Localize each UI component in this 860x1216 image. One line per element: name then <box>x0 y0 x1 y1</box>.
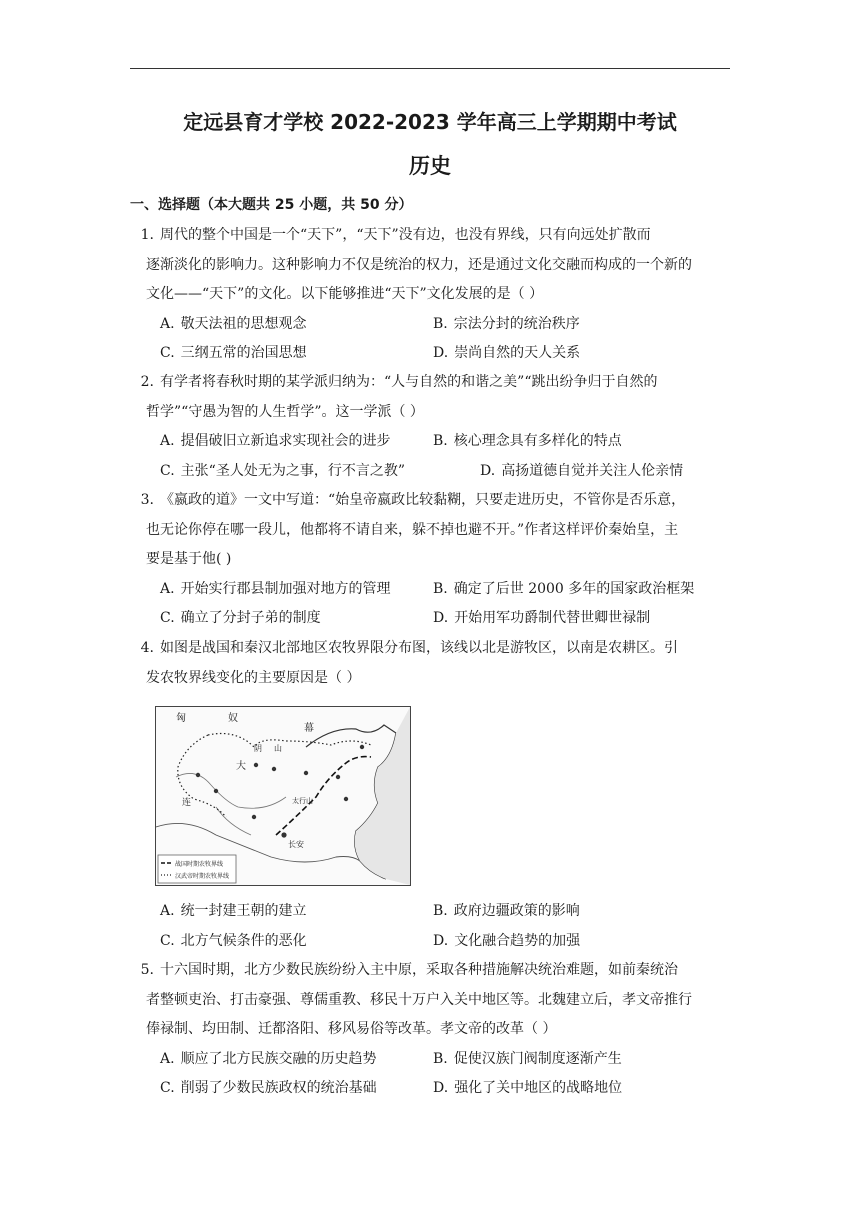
svg-text:山: 山 <box>274 744 282 753</box>
option-d[interactable]: D. 强化了关中地区的战略地位 <box>433 1080 623 1096</box>
option-c[interactable]: C. 削弱了少数民族政权的统治基础 <box>160 1080 377 1096</box>
option-d[interactable]: D. 文化融合趋势的加强 <box>433 932 581 949</box>
svg-text:大: 大 <box>236 761 246 772</box>
header-rule <box>130 68 730 69</box>
option-b[interactable]: B. 核心理念具有多样化的特点 <box>433 433 622 449</box>
option-c[interactable]: C. 主张“圣人处无为之事，行不言之教” <box>160 462 405 479</box>
question-2: 2. 有学者将春秋时期的某学派归纳为：“人与自然的和谐之美”“跳出纷争归于自然的 哲学”“守愚为智的人生哲学”。这一学派（ ） A. 提倡破旧立新追求实现社会的进步 B. 核心理念具有多样化的特点 C. 主张“圣人处无为之事，行不言之教” D. 高扬道德自觉并关注人伦亲情 <box>130 368 732 486</box>
map-label-xiongnu: 匈 <box>176 713 186 724</box>
svg-text:汉武帝时期农牧界线: 汉武帝时期农牧界线 <box>175 873 230 880</box>
svg-text:连: 连 <box>182 798 192 808</box>
map-label-changan: 长安 <box>288 840 304 849</box>
option-d[interactable]: D. 高扬道德自觉并关注人伦亲情 <box>480 462 684 479</box>
option-d[interactable]: D. 开始用军功爵制代替世卿世禄制 <box>433 610 651 626</box>
question-5: 5. 十六国时期，北方少数民族纷纷入主中原，采取各种措施解决统治难题，如前秦统治 者整顿吏治、打击豪强、尊儒重教、移民十万户入关中地区等。北魏建立后，孝文帝推行 俸禄制、均田制、迁都洛阳、移风易俗等改革。孝文帝的改革（ ） A. 顺应了北方民族交融的历史趋势 B. 促使汉族门阀制度逐渐产生 C. 削弱了少数民族政权的统治基础 D. 强化了关中地区的战略地位 <box>130 956 732 1104</box>
option-a[interactable]: A. 敬天法祖的思想观念 <box>160 315 307 332</box>
option-a[interactable]: A. 开始实行郡县制加强对地方的管理 <box>160 580 391 597</box>
svg-text:幕: 幕 <box>304 723 314 734</box>
question-stem: 4. 如图是战国和秦汉北部地区农牧界限分布图，该线以北是游牧区，以南是农耕区。引 <box>140 640 678 656</box>
svg-text:战国时期农牧界线: 战国时期农牧界线 <box>175 861 224 868</box>
option-d[interactable]: D. 崇尚自然的天人关系 <box>433 345 581 361</box>
option-c[interactable]: C. 三纲五常的治国思想 <box>160 345 307 361</box>
option-c[interactable]: C. 确立了分封子弟的制度 <box>160 610 321 626</box>
question-number: 1. <box>140 227 154 243</box>
question-stem: 3. 《嬴政的道》一文中写道：“始皇帝嬴政比较黏糊，只要走进历史，不管你是否乐意， <box>140 492 686 508</box>
question-1: 1. 周代的整个中国是一个“天下”，“天下”没有边，也没有界线，只有向远处扩散而 逐渐淡化的影响力。这种影响力不仅是统治的权力，还是通过文化交融而构成的一个新的 文化——“天下”的文化。以下能够推进“天下”文化发展的是（ ） A. 敬天法祖的思想观念 B. 宗法分封的统治秩序 C. 三纲五常的治国思想 D. 崇尚自然的天人关系 <box>130 221 732 369</box>
option-b[interactable]: B. 促使汉族门阀制度逐渐产生 <box>433 1050 622 1067</box>
map-svg <box>156 707 410 885</box>
option-a[interactable]: A. 顺应了北方民族交融的历史趋势 <box>160 1050 377 1067</box>
question-3: 3. 《嬴政的道》一文中写道：“始皇帝嬴政比较黏糊，只要走进历史，不管你是否乐意， 也无论你停在哪一段儿，他都将不请自来，躲不掉也避不开。”作者这样评价秦始皇，主 要是基于他( ) A. 开始实行郡县制加强对地方的管理 B. 确定了后世 2000 多年的国家政治框架 C. 确立了分封子弟的制度 D. 开始用军功爵制代替世卿世禄制 <box>130 486 732 634</box>
exam-subject: 历史 <box>409 154 451 178</box>
option-b[interactable]: B. 宗法分封的统治秩序 <box>433 315 580 332</box>
question-stem: 1. 周代的整个中国是一个“天下”，“天下”没有边，也没有界线，只有向远处扩散而 <box>130 221 732 251</box>
question-stem: 5. 十六国时期，北方少数民族纷纷入主中原，采取各种措施解决统治难题，如前秦统治 <box>140 962 678 978</box>
svg-text:阴: 阴 <box>254 744 262 753</box>
option-a[interactable]: A. 提倡破旧立新追求实现社会的进步 <box>160 433 391 449</box>
option-c[interactable]: C. 北方气候条件的恶化 <box>160 932 307 949</box>
section-heading: 一、选择题（本大题共 25 小题，共 50 分） <box>130 197 413 213</box>
option-a[interactable]: A. 统一封建王朝的建立 <box>160 903 307 919</box>
question-4-options <box>130 897 732 956</box>
option-b[interactable]: B. 确定了后世 2000 多年的国家政治框架 <box>433 580 695 597</box>
exam-title: 定远县育才学校 2022-2023 学年高三上学期期中考试 <box>183 110 677 134</box>
question-4: 4. 如图是战国和秦汉北部地区农牧界限分布图，该线以北是游牧区，以南是农耕区。引 发农牧界线变化的主要原因是（ ） <box>130 634 732 693</box>
farming-pastoral-boundary-map <box>155 706 411 886</box>
question-stem: 2. 有学者将春秋时期的某学派归纳为：“人与自然的和谐之美”“跳出纷争归于自然的 <box>140 374 658 390</box>
option-b[interactable]: B. 政府边疆政策的影响 <box>433 903 580 919</box>
svg-text:太行山: 太行山 <box>292 797 313 805</box>
svg-text:奴: 奴 <box>228 713 238 724</box>
